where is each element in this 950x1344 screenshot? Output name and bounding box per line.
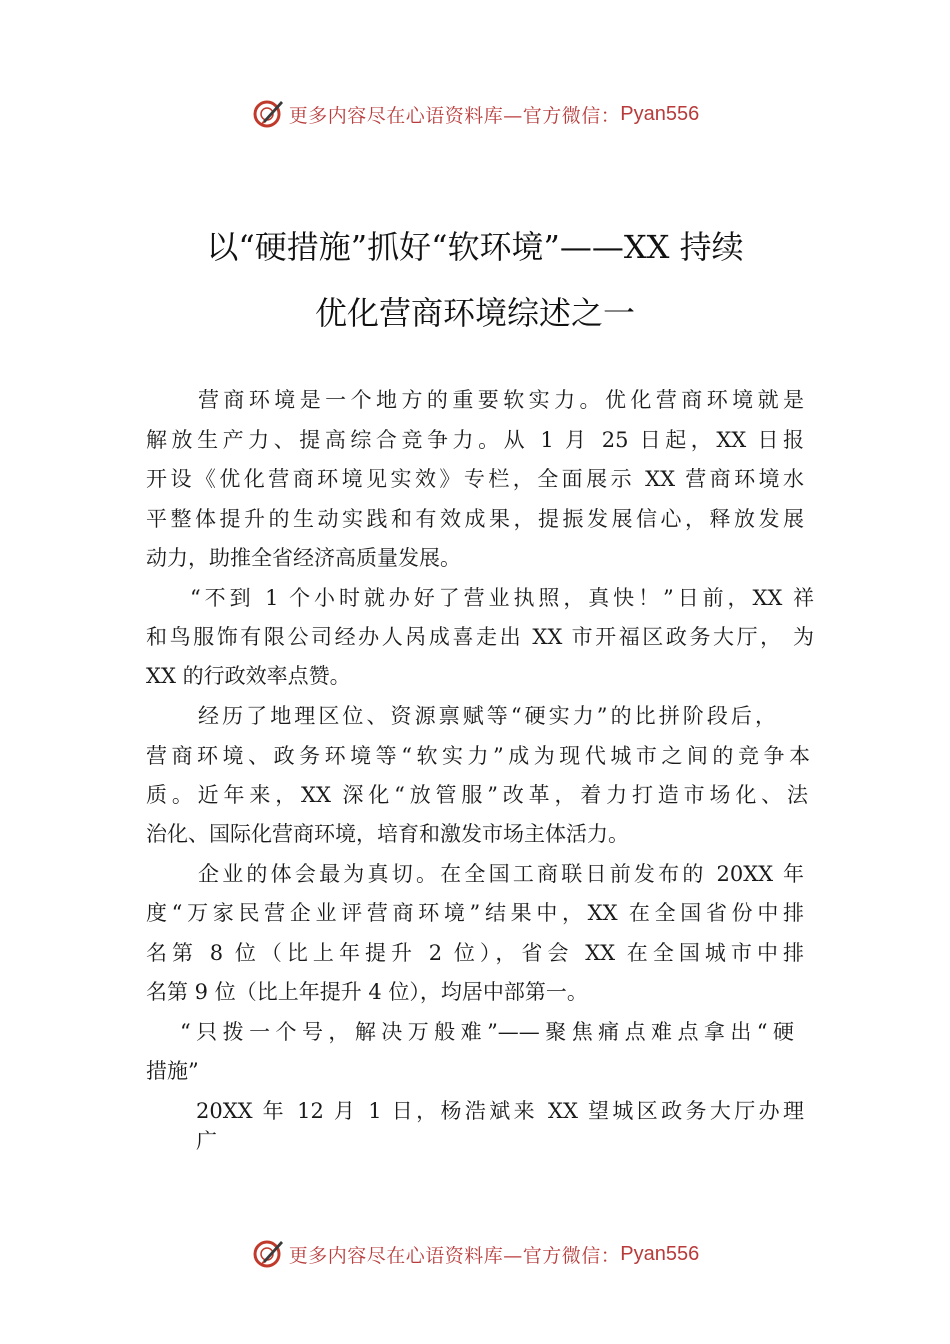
body-line: 广 bbox=[196, 1129, 217, 1153]
section-heading-line: “只拨一个号，解决万般难”——聚焦痛点难点拿出“硬 bbox=[180, 1020, 794, 1044]
document-title-line-1: 以“硬措施”抓好“软环境”——XX 持续 bbox=[206, 228, 744, 266]
body-line: 动力，助推全省经济高质量发展。 bbox=[146, 546, 461, 570]
footer-banner bbox=[0, 1236, 950, 1272]
body-line: 20XX 年 12 月 1 日，杨浩斌来 XX 望城区政务大厅办理 bbox=[196, 1099, 804, 1123]
body-line: 企业的体会最为真切。在全国工商联日前发布的 20XX 年 bbox=[198, 862, 804, 886]
pen-logo-icon bbox=[251, 1237, 285, 1271]
body-line: 度“万家民营企业评营商环境”结果中，XX 在全国省份中排 bbox=[146, 901, 804, 925]
body-line: “不到 1 个小时就办好了营业执照，真快！”日前，XX 祥 bbox=[190, 586, 814, 610]
body-line: 开设《优化营商环境见实效》专栏，全面展示 XX 营商环境水 bbox=[146, 467, 804, 491]
document-title-line-2: 优化营商环境综述之一 bbox=[314, 294, 635, 332]
banner-text: 更多内容尽在心语资料库—官方微信： bbox=[288, 104, 621, 127]
body-line: XX 的行政效率点赞。 bbox=[146, 664, 351, 688]
body-line: 营商环境是一个地方的重要软实力。优化营商环境就是 bbox=[198, 388, 804, 412]
body-line: 平整体提升的生动实践和有效成果，提振发展信心，释放发展 bbox=[146, 507, 804, 531]
pen-logo-icon bbox=[251, 97, 285, 131]
banner-text: 更多内容尽在心语资料库—官方微信： bbox=[288, 1244, 621, 1267]
body-line: 质。近年来，XX 深化“放管服”改革，着力打造市场化、法 bbox=[146, 783, 808, 807]
body-line: 和鸟服饰有限公司经办人呙成喜走出 XX 市开福区政务大厅， 为 bbox=[146, 625, 814, 649]
body-line: 经历了地理区位、资源禀赋等“硬实力”的比拼阶段后， bbox=[198, 704, 776, 728]
body-line: 治化、国际化营商环境，培育和激发市场主体活力。 bbox=[146, 822, 629, 846]
wechat-id: Pyan556 bbox=[620, 102, 700, 125]
header-banner bbox=[0, 96, 950, 132]
body-line: 解放生产力、提高综合竞争力。从 1 月 25 日起，XX 日报 bbox=[146, 428, 804, 452]
body-line: 名第 9 位（比上年提升 4 位），均居中部第一。 bbox=[146, 980, 588, 1004]
section-heading-line: 措施” bbox=[146, 1059, 199, 1083]
body-line: 名第 8 位（比上年提升 2 位），省会 XX 在全国城市中排 bbox=[146, 941, 805, 965]
body-line: 营商环境、政务环境等“软实力”成为现代城市之间的竞争本 bbox=[146, 744, 810, 768]
wechat-id: Pyan556 bbox=[620, 1242, 700, 1265]
